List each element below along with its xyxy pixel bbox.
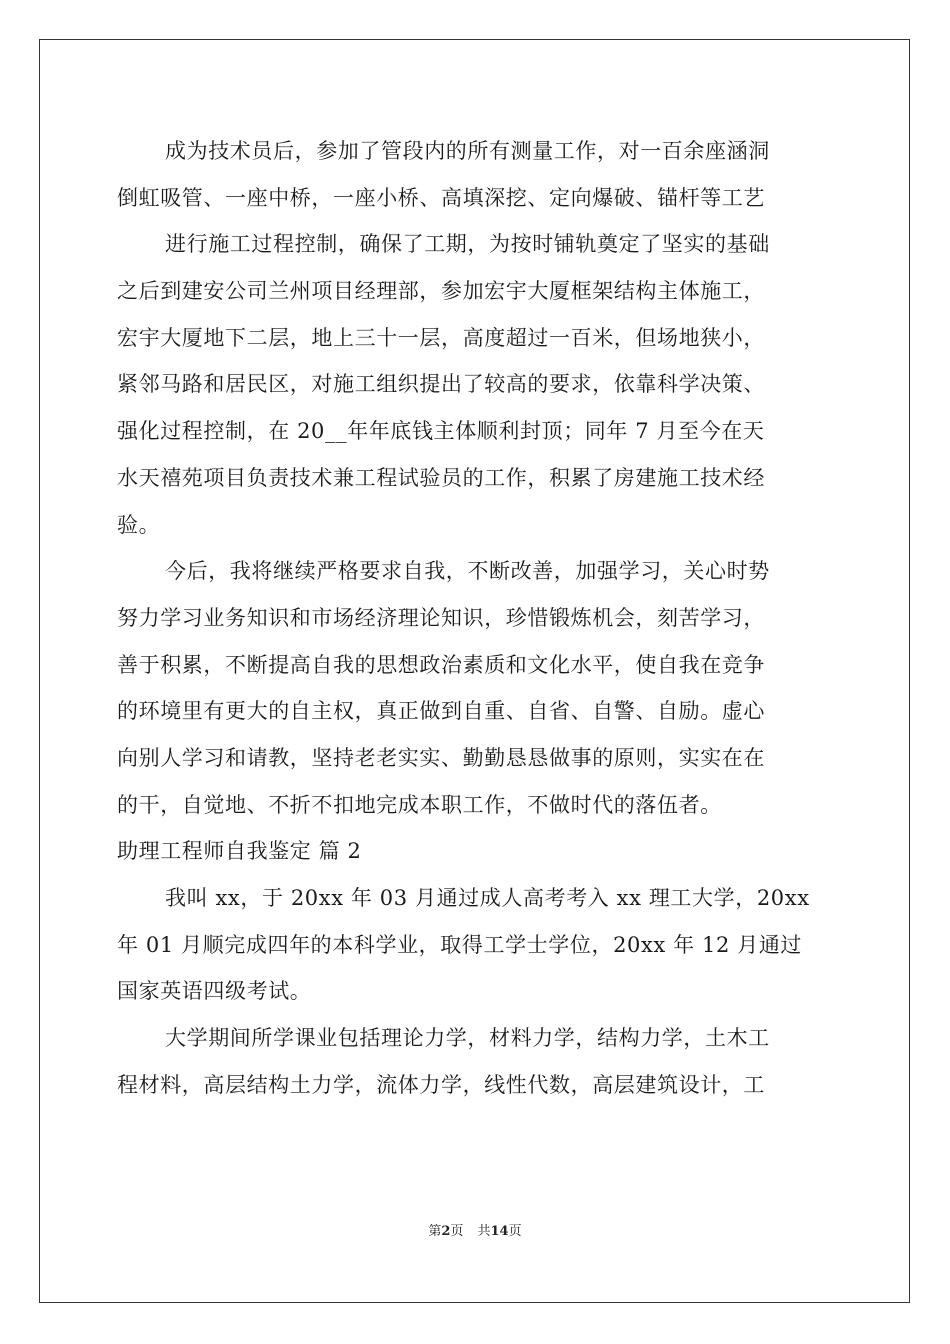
text-line: 程材料，高层结构土力学，流体力学，线性代数，高层建筑设计，工	[117, 1072, 765, 1097]
text-line: 验。	[117, 512, 161, 537]
text-line: 紧邻马路和居民区，对施工组织提出了较高的要求，依靠科学决策、	[117, 372, 765, 397]
page-number-suffix: 页	[450, 1224, 464, 1239]
page-footer	[0, 1220, 950, 1239]
text-line: 年 01 月顺完成四年的本科学业，取得工学士学位，20xx 年 12 月通过	[117, 932, 803, 957]
text-line: 倒虹吸管、一座中桥，一座小桥、高填深挖、定向爆破、锚杆等工艺	[117, 185, 765, 210]
text-line: 向别人学习和请教，坚持老老实实、勤勤恳恳做事的原则，实实在在	[117, 745, 765, 770]
total-pages-suffix: 页	[508, 1224, 522, 1239]
text-line: 之后到建安公司兰州项目经理部，参加宏宇大厦框架结构主体施工，	[117, 279, 765, 304]
text-line: 的干，自觉地、不折不扣地完成本职工作，不做时代的落伍者。	[117, 792, 722, 817]
text-line: 国家英语四级考试。	[117, 979, 312, 1004]
text-line: 进行施工过程控制，确保了工期，为按时铺轨奠定了坚实的基础	[165, 232, 770, 257]
text-line: 强化过程控制，在 20__年年底钱主体顺利封顶；同年 7 月至今在天	[117, 419, 765, 444]
text-line: 宏宇大厦地下二层，地上三十一层，高度超过一百米，但场地狭小，	[117, 325, 765, 350]
total-pages-prefix: 共	[477, 1224, 491, 1239]
text-line: 今后，我将继续严格要求自我，不断改善，加强学习，关心时势	[165, 559, 770, 584]
total-pages: 14	[490, 1224, 509, 1239]
page-number-prefix: 第	[428, 1224, 442, 1239]
text-line: 努力学习业务知识和市场经济理论知识，珍惜锻炼机会，刻苦学习，	[117, 605, 765, 630]
document-body	[117, 128, 837, 1108]
text-line: 善于积累，不断提高自我的思想政治素质和文化水平，使自我在竞争	[117, 652, 765, 677]
text-line: 我叫 xx，于 20xx 年 03 月通过成人高考考入 xx 理工大学，20xx	[165, 886, 810, 910]
text-line: 成为技术员后，参加了管段内的所有测量工作，对一百余座涵洞	[165, 139, 770, 163]
page-number: 2	[441, 1224, 451, 1239]
text-line: 助理工程师自我鉴定 篇 2	[117, 839, 362, 864]
text-line: 的环境里有更大的自主权，真正做到自重、自省、自警、自励。虚心	[117, 699, 765, 724]
text-line: 大学期间所学课业包括理论力学，材料力学，结构力学，土木工	[165, 1026, 770, 1051]
text-line: 水天禧苑项目负责技术兼工程试验员的工作，积累了房建施工技术经	[117, 465, 765, 490]
